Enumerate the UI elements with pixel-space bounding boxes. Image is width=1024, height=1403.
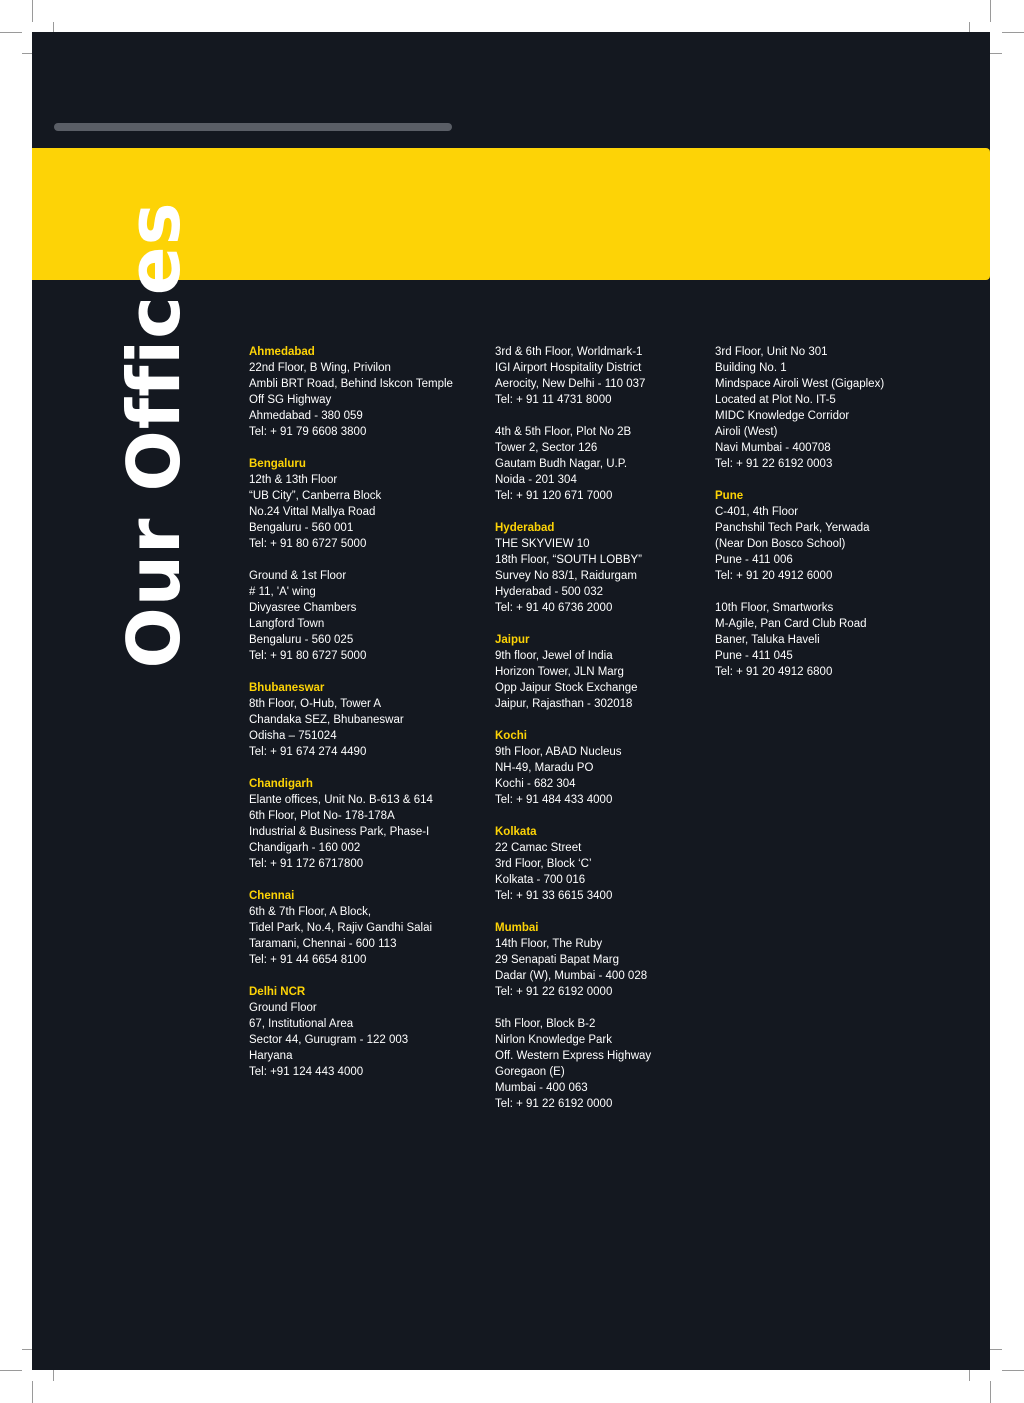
office-address-line: Langford Town xyxy=(249,618,325,630)
office-city: Kolkata xyxy=(495,826,537,838)
office-address-line: Panchshil Tech Park, Yerwada xyxy=(715,522,870,534)
office-address-line: Jaipur, Rajasthan - 302018 xyxy=(495,698,633,710)
office-column-3 xyxy=(715,344,884,696)
office-address-line: Tel: + 91 22 6192 0000 xyxy=(495,1098,613,1110)
office-address-line: 22 Camac Street xyxy=(495,842,582,854)
crop-mark xyxy=(990,1381,991,1403)
office-address-line: Haryana xyxy=(249,1050,293,1062)
office-address-line: Tel: + 91 80 6727 5000 xyxy=(249,538,367,550)
crop-mark xyxy=(0,1370,22,1371)
office-address-line: C-401, 4th Floor xyxy=(715,506,799,518)
office-address-line: Tel: + 91 40 6736 2000 xyxy=(495,602,613,614)
office-block xyxy=(495,424,651,504)
office-address-line: Dadar (W), Mumbai - 400 028 xyxy=(495,970,648,982)
office-address-line: Tel: + 91 80 6727 5000 xyxy=(249,650,367,662)
office-block xyxy=(495,344,651,408)
office-address-line: (Near Don Bosco School) xyxy=(715,538,846,550)
office-address-line: 10th Floor, Smartworks xyxy=(715,602,834,614)
office-address-line: Noida - 201 304 xyxy=(495,474,577,486)
office-address-line: 12th & 13th Floor xyxy=(249,474,338,486)
office-address-line: Tel: + 91 33 6615 3400 xyxy=(495,890,613,902)
office-city: Bengaluru xyxy=(249,458,306,470)
office-address-line: Tel: + 91 484 433 4000 xyxy=(495,794,613,806)
office-block xyxy=(715,600,884,680)
office-address-line: Tel: +91 124 443 4000 xyxy=(249,1066,364,1078)
office-address-line: Elante offices, Unit No. B-613 & 614 xyxy=(249,794,433,806)
office-address-line: Airoli (West) xyxy=(715,426,778,438)
crop-mark xyxy=(990,0,991,22)
office-address-line: Industrial & Business Park, Phase-I xyxy=(249,826,430,838)
office-block xyxy=(249,456,453,552)
office-block xyxy=(495,920,651,1000)
office-address-line: Tel: + 91 79 6608 3800 xyxy=(249,426,367,438)
office-address-line: 18th Floor, “SOUTH LOBBY” xyxy=(495,554,642,566)
office-address-line: NH-49, Maradu PO xyxy=(495,762,594,774)
office-address-line: Mumbai - 400 063 xyxy=(495,1082,588,1094)
office-city: Mumbai xyxy=(495,922,539,934)
crop-mark xyxy=(32,0,33,22)
office-address-line: MIDC Knowledge Corridor xyxy=(715,410,850,422)
office-address-line: “UB City”, Canberra Block xyxy=(249,490,382,502)
office-block xyxy=(249,568,453,664)
office-address-line: # 11, 'A' wing xyxy=(249,586,316,598)
office-address-line: Aerocity, New Delhi - 110 037 xyxy=(495,378,646,390)
office-address-line: Tel: + 91 22 6192 0000 xyxy=(495,986,613,998)
office-address-line: Tel: + 91 674 274 4490 xyxy=(249,746,367,758)
office-city: Hyderabad xyxy=(495,522,555,534)
office-address-line: Mindspace Airoli West (Gigaplex) xyxy=(715,378,885,390)
office-address-line: 6th & 7th Floor, A Block, xyxy=(249,906,372,918)
office-address-line: Chandaka SEZ, Bhubaneswar xyxy=(249,714,404,726)
office-block xyxy=(495,632,651,712)
office-city: Chennai xyxy=(249,890,295,902)
office-address-line: Navi Mumbai - 400708 xyxy=(715,442,831,454)
office-address-line: Taramani, Chennai - 600 113 xyxy=(249,938,397,950)
office-address-line: Tel: + 91 20 4912 6800 xyxy=(715,666,833,678)
office-block xyxy=(495,728,651,808)
office-address-line: 5th Floor, Block B-2 xyxy=(495,1018,596,1030)
office-address-line: Goregaon (E) xyxy=(495,1066,565,1078)
office-block xyxy=(495,1016,651,1112)
office-address-line: Ground Floor xyxy=(249,1002,317,1014)
office-city: Delhi NCR xyxy=(249,986,306,998)
office-address-line: Tel: + 91 22 6192 0003 xyxy=(715,458,833,470)
office-address-line: Pune - 411 006 xyxy=(715,554,793,566)
office-address-line: 22nd Floor, B Wing, Privilon xyxy=(249,362,391,374)
office-address-line: Kochi - 682 304 xyxy=(495,778,576,790)
office-address-line: 8th Floor, O-Hub, Tower A xyxy=(249,698,382,710)
office-address-line: 67, Institutional Area xyxy=(249,1018,354,1030)
office-address-line: No.24 Vittal Mallya Road xyxy=(249,506,376,518)
office-address-line: Survey No 83/1, Raidurgam xyxy=(495,570,637,582)
office-address-line: Hyderabad - 500 032 xyxy=(495,586,604,598)
office-block xyxy=(249,680,453,760)
page-title: Our Offices xyxy=(112,201,196,669)
office-column-2 xyxy=(495,344,651,1128)
office-city: Jaipur xyxy=(495,634,530,646)
office-city: Ahmedabad xyxy=(249,346,315,358)
office-address-line: Tel: + 91 44 6654 8100 xyxy=(249,954,367,966)
office-address-line: Ambli BRT Road, Behind Iskcon Temple xyxy=(249,378,453,390)
office-city: Chandigarh xyxy=(249,778,313,790)
office-address-line: 9th Floor, ABAD Nucleus xyxy=(495,746,622,758)
office-address-line: Bengaluru - 560 001 xyxy=(249,522,354,534)
office-address-line: Bengaluru - 560 025 xyxy=(249,634,354,646)
office-block xyxy=(495,824,651,904)
office-address-line: Tel: + 91 20 4912 6000 xyxy=(715,570,833,582)
office-block xyxy=(249,776,453,872)
office-address-line: 4th & 5th Floor, Plot No 2B xyxy=(495,426,632,438)
office-address-line: Kolkata - 700 016 xyxy=(495,874,586,886)
office-address-line: Divyasree Chambers xyxy=(249,602,357,614)
office-address-line: THE SKYVIEW 10 xyxy=(495,538,590,550)
office-address-line: Off. Western Express Highway xyxy=(495,1050,652,1062)
office-address-line: Horizon Tower, JLN Marg xyxy=(495,666,624,678)
office-address-line: 3rd Floor, Unit No 301 xyxy=(715,346,828,358)
office-address-line: 6th Floor, Plot No- 178-178A xyxy=(249,810,395,822)
office-address-line: Tel: + 91 120 671 7000 xyxy=(495,490,613,502)
office-city: Bhubaneswar xyxy=(249,682,325,694)
office-address-line: 9th floor, Jewel of India xyxy=(495,650,613,662)
office-address-line: Tidel Park, No.4, Rajiv Gandhi Salai xyxy=(249,922,433,934)
office-address-line: Sector 44, Gurugram - 122 003 xyxy=(249,1034,409,1046)
office-block xyxy=(249,888,453,968)
office-block xyxy=(715,344,884,472)
office-address-line: Tel: + 91 172 6717800 xyxy=(249,858,364,870)
office-city: Kochi xyxy=(495,730,527,742)
office-address-line: Pune - 411 045 xyxy=(715,650,793,662)
office-address-line: Gautam Budh Nagar, U.P. xyxy=(495,458,628,470)
office-address-line: Chandigarh - 160 002 xyxy=(249,842,361,854)
office-address-line: Located at Plot No. IT-5 xyxy=(715,394,836,406)
office-address-line: Opp Jaipur Stock Exchange xyxy=(495,682,638,694)
office-address-line: 14th Floor, The Ruby xyxy=(495,938,603,950)
crop-mark xyxy=(1002,32,1024,33)
office-address-line: Ground & 1st Floor xyxy=(249,570,347,582)
office-column-1 xyxy=(249,344,453,1096)
crop-mark xyxy=(1002,1370,1024,1371)
office-address-line: 29 Senapati Bapat Marg xyxy=(495,954,620,966)
crop-mark xyxy=(32,1381,33,1403)
office-address-line: Tel: + 91 11 4731 8000 xyxy=(495,394,612,406)
office-address-line: 3rd & 6th Floor, Worldmark-1 xyxy=(495,346,643,358)
office-address-line: Off SG Highway xyxy=(249,394,332,406)
office-address-line: Building No. 1 xyxy=(715,362,787,374)
office-address-line: Baner, Taluka Haveli xyxy=(715,634,820,646)
office-block xyxy=(249,344,453,440)
office-address-line: Nirlon Knowledge Park xyxy=(495,1034,612,1046)
office-block xyxy=(715,488,884,584)
office-address-line: Ahmedabad - 380 059 xyxy=(249,410,363,422)
office-address-line: 3rd Floor, Block ‘C’ xyxy=(495,858,592,870)
header-bar xyxy=(54,123,452,131)
office-address-line: Odisha – 751024 xyxy=(249,730,337,742)
office-city: Pune xyxy=(715,490,744,502)
office-address-line: IGI Airport Hospitality District xyxy=(495,362,642,374)
office-address-line: Tower 2, Sector 126 xyxy=(495,442,598,454)
office-address-line: M-Agile, Pan Card Club Road xyxy=(715,618,867,630)
office-block xyxy=(495,520,651,616)
office-block xyxy=(249,984,453,1080)
crop-mark xyxy=(0,32,22,33)
